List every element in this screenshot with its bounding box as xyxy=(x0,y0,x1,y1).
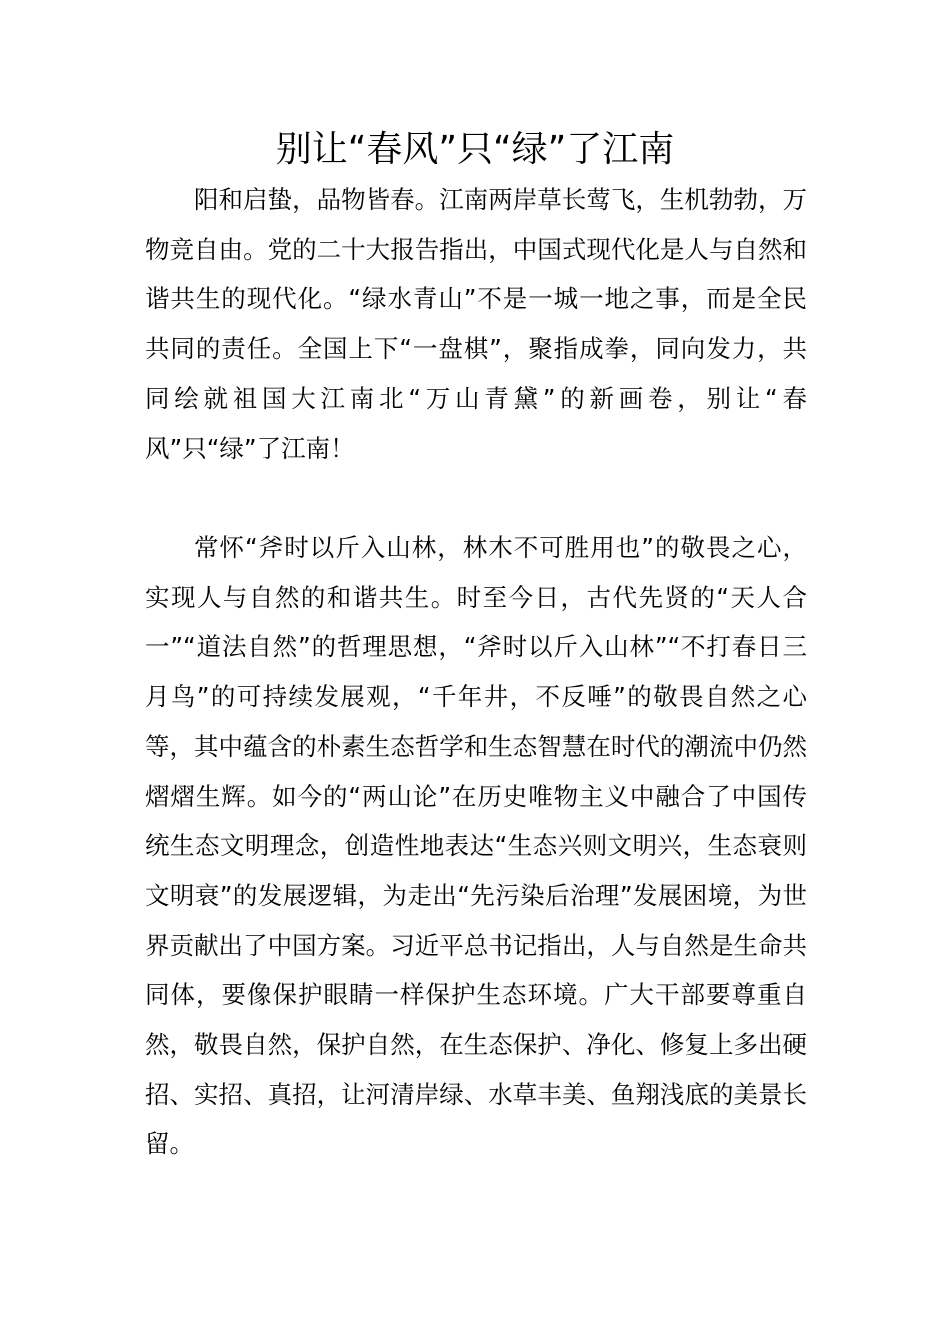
document-title: 别让“春风”只“绿”了江南 xyxy=(275,129,675,170)
paragraph-2: 常怀“斧时以斤入山林，林木不可胜用也”的敬畏之心，实现人与自然的和谐共生。时至今日，古代先贤的“天人合一”“道法自然”的哲理思想，“斧时以斤入山林”“不打春日三月鸟”的可持续发展观，“千年井，不反唾”的敬畏自然之心等，其中蕴含的朴素生态哲学和生态智慧在时代的潮流中仍然熠熠生辉。如今的“两山论”在历史唯物主义中融合了中国传统生态文明理念，创造性地表达“生态兴则文明兴，生态衰则文明衰”的发展逻辑，为走出“先污染后治理”发展困境，为世界贡献出了中国方案。习近平总书记指出，人与自然是生命共同体，要像保护眼睛一样保护生态环境。广大干部要尊重自然，敬畏自然，保护自然，在生态保护、净化、修复上多出硬招、实招、真招，让河清岸绿、水草丰美、鱼翔浅底的美景长留。 xyxy=(145,533,807,1159)
paragraph-1: 阳和启蛰，品物皆春。江南两岸草长莺飞，生机勃勃，万物竞自由。党的二十大报告指出，中国式现代化是人与自然和谐共生的现代化。“绿水青山”不是一城一地之事，而是全民共同的责任。全国上下“一盘棋”，聚指成拳，同向发力，共同绘就祖国大江南北“万山青黛”的新画卷，别让“春风”只“绿”了江南！ xyxy=(145,185,807,463)
